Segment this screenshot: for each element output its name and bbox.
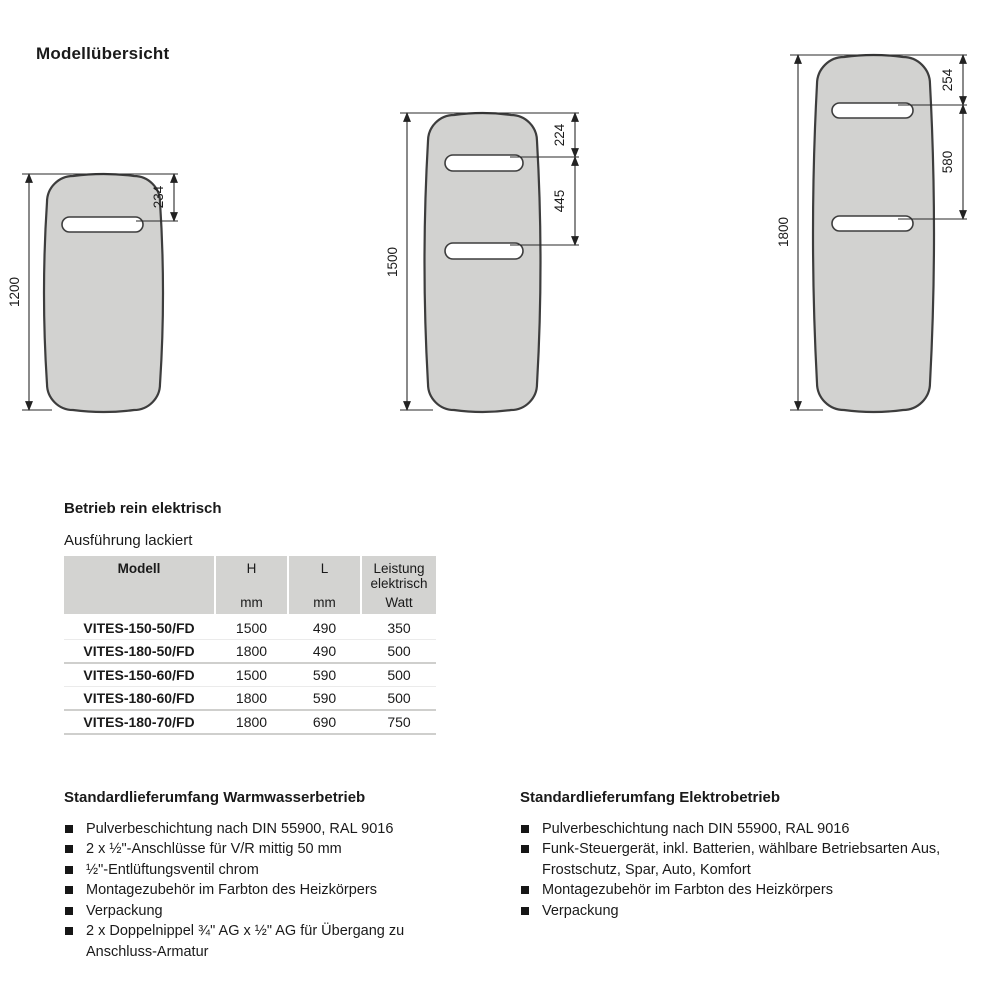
delivery-scope-electric <box>520 788 998 921</box>
bullet-square-icon <box>65 886 73 894</box>
column-label: H <box>246 561 257 576</box>
length-cell: 590 <box>312 690 337 706</box>
height-cell: 1800 <box>235 690 268 706</box>
table-body <box>64 617 436 735</box>
height-cell: 1500 <box>235 667 268 683</box>
delivery-title: Standardlieferumfang Warmwasserbetrieb <box>64 789 366 806</box>
height-cell: 1800 <box>235 714 268 730</box>
length-cell: 490 <box>312 643 337 659</box>
slot-dim-label: 445 <box>552 189 567 213</box>
height-dim-label: 1200 <box>7 276 22 308</box>
bullet-square-icon <box>65 825 73 833</box>
slot-dim-label: 580 <box>940 150 955 174</box>
length-cell: 490 <box>312 620 337 636</box>
column-label: L <box>320 561 329 576</box>
bullet-square-icon <box>65 927 73 935</box>
table-row <box>64 686 436 709</box>
model-cell: VITES-180-50/FD <box>83 643 195 659</box>
bullet-square-icon <box>65 845 73 853</box>
table-row <box>64 617 436 639</box>
list-item-text: Montagezubehör im Farbton des Heizkörpers <box>86 882 377 898</box>
list-item <box>64 839 469 860</box>
height-cell: 1500 <box>235 620 268 636</box>
table-header-height <box>216 556 287 614</box>
column-unit: Watt <box>385 595 413 610</box>
bullet-square-icon <box>65 866 73 874</box>
list-item <box>64 880 469 901</box>
table-header-row <box>64 556 436 614</box>
table-row <box>64 709 436 733</box>
bullet-square-icon <box>521 907 529 915</box>
section-subtitle-finish: Ausführung lackiert <box>64 532 193 549</box>
model-cell: VITES-180-70/FD <box>83 714 195 730</box>
list-item-text: Pulverbeschichtung nach DIN 55900, RAL 9016 <box>542 820 850 837</box>
power-cell: 500 <box>387 667 411 683</box>
radiator-diagram-1800 <box>776 55 967 412</box>
power-cell: 350 <box>387 620 411 636</box>
delivery-scope-hot-water <box>64 788 469 962</box>
power-cell: 750 <box>387 714 411 730</box>
model-cell: VITES-150-60/FD <box>83 667 195 683</box>
model-cell: VITES-150-50/FD <box>83 620 195 636</box>
list-item <box>64 901 469 922</box>
bullet-square-icon <box>521 825 529 833</box>
column-label: Modell <box>117 561 161 576</box>
list-item-text: Verpackung <box>86 902 163 919</box>
table-header-length <box>289 556 360 614</box>
section-title-electric-operation: Betrieb rein elektrisch <box>64 500 222 517</box>
list-item <box>64 860 469 881</box>
height-dim-label: 1800 <box>776 216 791 248</box>
list-item-text: Montagezubehör im Farbton des Heizkörpers <box>542 882 833 898</box>
electric-spec-table <box>64 556 436 735</box>
model-cell: VITES-180-60/FD <box>83 690 195 706</box>
column-unit: mm <box>240 595 263 610</box>
slot-dim-label: 234 <box>151 185 166 209</box>
bullet-square-icon <box>521 845 529 853</box>
list-item <box>64 819 469 840</box>
height-cell: 1800 <box>235 643 268 659</box>
list-item-text: 2 x Doppelnippel ¾" AG x ½" AG für Übergang zu Anschluss-Armatur <box>86 923 405 960</box>
radiator-diagram-1200 <box>7 174 178 412</box>
radiator-slot <box>832 216 913 231</box>
bullet-square-icon <box>65 907 73 915</box>
height-dim-label: 1500 <box>385 246 400 278</box>
table-row <box>64 662 436 686</box>
list-item-text: Pulverbeschichtung nach DIN 55900, RAL 9016 <box>86 820 394 837</box>
list-item <box>520 819 998 840</box>
slot-dim-label: 224 <box>552 123 567 147</box>
power-cell: 500 <box>387 643 411 659</box>
list-item-text: Verpackung <box>542 902 619 919</box>
list-item <box>520 839 998 880</box>
table-header-model <box>64 556 214 614</box>
radiator-body <box>44 174 163 412</box>
model-overview-diagrams <box>0 0 1000 480</box>
page-title: Modellübersicht <box>36 44 170 63</box>
bullet-square-icon <box>521 886 529 894</box>
list-item <box>520 880 998 901</box>
table-header-power <box>362 556 436 614</box>
power-cell: 500 <box>387 690 411 706</box>
slot-dim-label: 254 <box>940 68 955 92</box>
length-cell: 690 <box>312 714 337 730</box>
list-item-text: Funk-Steuergerät, inkl. Batterien, wählbare Betriebsarten Aus, Frostschutz, Spar, Auto, Komfort <box>542 841 941 878</box>
radiator-slot <box>62 217 143 232</box>
list-item-text: 2 x ½"-Anschlüsse für V/R mittig 50 mm <box>86 841 342 857</box>
list-item-text: ½"-Entlüftungsventil chrom <box>86 861 259 878</box>
list-item <box>64 921 469 962</box>
delivery-title: Standardlieferumfang Elektrobetrieb <box>520 789 781 806</box>
radiator-diagram-1500 <box>385 113 579 412</box>
list-item <box>520 901 998 922</box>
column-unit: mm <box>313 595 336 610</box>
column-label: Leistung elektrisch <box>370 561 428 591</box>
table-row <box>64 639 436 662</box>
length-cell: 590 <box>312 667 337 683</box>
